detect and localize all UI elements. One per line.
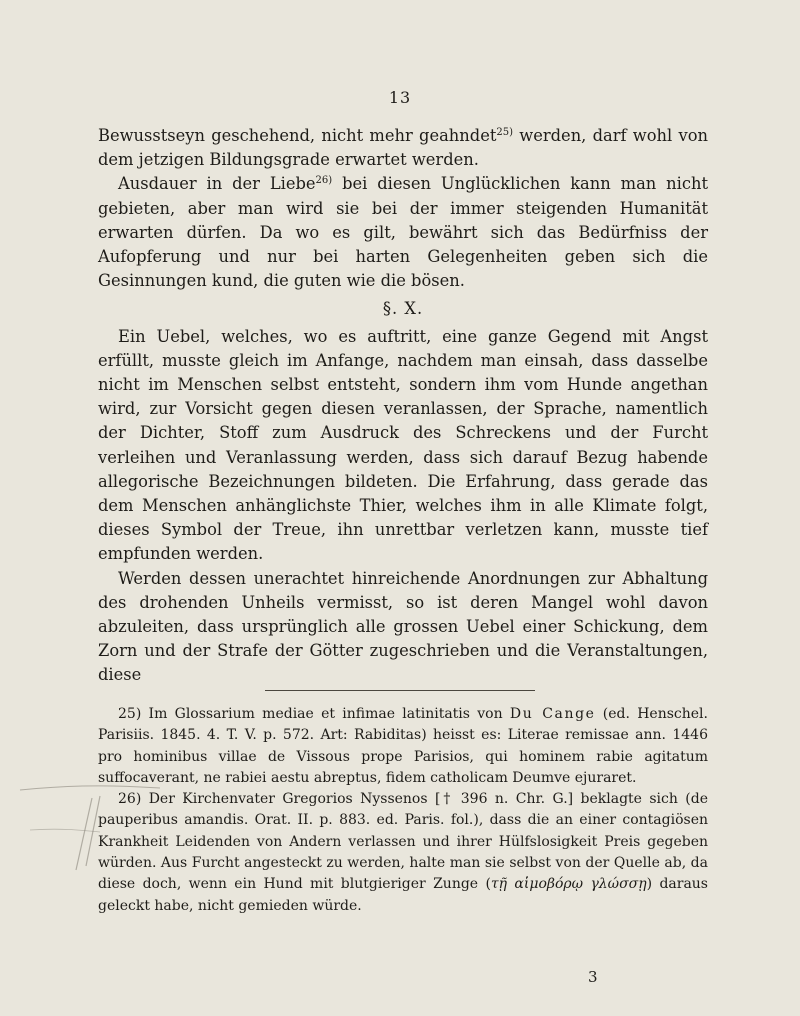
signature-mark: 3: [588, 968, 598, 986]
footnote-divider: [265, 690, 535, 691]
footnote-25-author: Du Cange: [509, 706, 596, 722]
footnote-ref-25: 25): [496, 127, 514, 138]
footnote-25-text: 25) Im Glossarium mediae et infimae latinitatis von: [118, 706, 510, 722]
footnote-26-text: 26) Der Kirchenvater Gregorios Nyssenos [† 396 n. Chr. G.] beklagte sich (de pauperibus amandis. Orat. II. p. 883. ed. Paris. fol.), dass die an einer contagiösen Krankheit Leidenden von Andern verlassen und ihrer Hülfslosigkeit Preis gegeben würden. Aus Furcht angesteckt zu werden, halte man sie selbst von der Quelle ab, da diese doch, wenn ein Hund mit blutgieriger Zunge (: [98, 791, 708, 893]
footnote-ref-26: 26): [315, 175, 333, 187]
paragraph-4: Werden dessen unerachtet hinreichende Anordnungen zur Abhaltung des drohenden Unheils vermisst, so ist deren Mangel wohl davon abzuleiten, dass ursprünglich alle grossen Uebel einer Schickung, dem Zorn und der Strafe der Götter zugeschrieben und die Veranstaltungen, diese: [98, 568, 708, 685]
section-heading: §. X.: [382, 299, 424, 319]
paragraph-1-text-cont: werden, darf wohl von dem jetzigen Bildungsgrade erwartet werden.: [98, 126, 708, 170]
main-text: [98, 124, 708, 688]
paragraph-2-text-cont: bei diesen Unglücklichen kann man nicht gebieten, aber man wird sie bei der immer steigenden Humanität erwarten dürfen. Da wo es gilt, bewährt sich das Bedürfniss der Aufopferung und nur bei harten Gelegenheiten geben sich die Gesinnungen kund, die guten wie die bösen.: [98, 174, 708, 291]
page-number: 13: [388, 88, 412, 107]
paragraph-1-text: Bewusstseyn geschehend, nicht mehr geahndet: [98, 126, 497, 145]
footnote-26-greek: τῇ αἱμοβόρῳ γλώσσῃ: [490, 876, 647, 893]
paragraph-3: Ein Uebel, welches, wo es auftritt, eine ganze Gegend mit Angst erfüllt, musste gleich im Anfange, nachdem man einsah, dass dasselbe nicht im Menschen selbst entsteht, sondern ihm vom Hunde angethan wird, zur Vorsicht gegen diesen veranlassen, der Sprache, namentlich der Dichter, Stoff zum Ausdruck des Schreckens und der Furcht verleihen und Veranlassung werden, dass sich darauf Bezug habende allegorische Bezeichnungen bildeten. Die Erfahrung, dass gerade das dem Menschen anhänglichste Thier, welches ihm in alle Klimate folgt, dieses Symbol der Treue, ihn unrettbar verletzen kann, musste tief empfunden werden.: [98, 326, 708, 564]
pencil-marks: [0, 770, 200, 880]
paragraph-2-text: Ausdauer in der Liebe: [118, 174, 316, 194]
footnote-26-text-cont: ) daraus geleckt habe, nicht gemieden würde.: [98, 876, 708, 914]
paragraph-2: [98, 172, 708, 293]
footnote-25-text-cont: (ed. Henschel. Parisiis. 1845. 4. T. V. p. 572. Art: Rabiditas) heisst es: Literae remissae ann. 1446 pro hominibus villae de Vissous prope Parisios, qui hominem rabie agitatum suffocaverant, ne rabiei aestu abreptus, fidem catholicam Deumve ejuraret.: [98, 706, 708, 786]
paragraph-1: [98, 124, 708, 172]
